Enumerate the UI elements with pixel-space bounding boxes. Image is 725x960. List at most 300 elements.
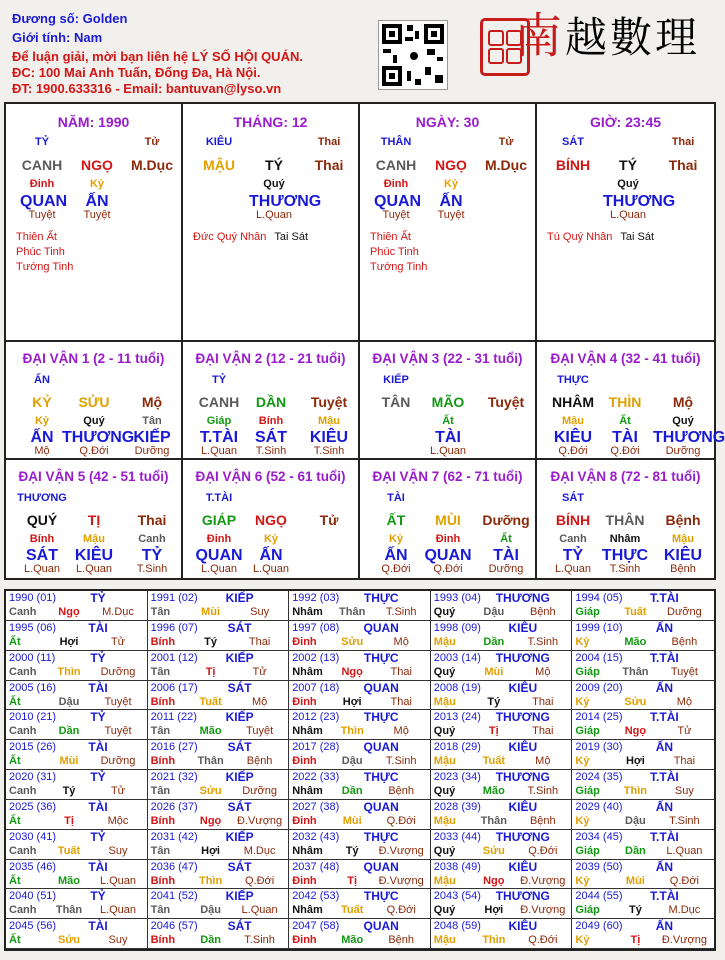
year-cell — [572, 770, 714, 800]
year-branch: Mùi — [625, 874, 645, 887]
year-label: 2033 (44) — [433, 830, 481, 843]
year-branch: Dậu — [483, 606, 505, 618]
h3-c: T.Sinh — [136, 563, 168, 575]
year-star: ẤN — [655, 919, 674, 934]
h2-c: KIÊU — [309, 429, 349, 446]
annual-luck-table — [4, 589, 716, 951]
year-cell — [572, 681, 714, 711]
year-stage: Q.Đới — [669, 874, 699, 887]
year-label: 2010 (21) — [9, 711, 57, 724]
year-stem: Bính — [150, 755, 176, 768]
year-cell — [572, 919, 714, 949]
year-star: T.TÀI — [650, 770, 679, 784]
h3-a: L.Quan — [200, 445, 238, 457]
year-stem: Nhâm — [292, 904, 323, 917]
main-c: Mộ — [672, 394, 694, 410]
year-branch: Thân — [55, 904, 83, 917]
star-name: Thiên Ất — [16, 231, 57, 243]
star-name: Tướng Tinh — [370, 261, 428, 273]
special-stars — [16, 230, 73, 275]
year-branch: Tị — [630, 934, 641, 947]
year-star: THƯƠNG — [495, 889, 550, 904]
year-star: KIÊU — [508, 859, 538, 874]
h3-a: L.Quan — [23, 563, 61, 575]
pillar-title: NGÀY: 30 — [415, 114, 480, 130]
h3-a: Q.Đới — [381, 563, 411, 575]
year-label: 2013 (24) — [433, 711, 481, 724]
year-stage: Đ.Vượng — [520, 904, 566, 917]
year-stem: Tân — [150, 785, 171, 797]
h2-b: SÁT — [255, 429, 287, 446]
h1-a: Kỷ — [388, 533, 404, 545]
pillar-0 — [6, 104, 183, 340]
top-a: THÂN — [380, 136, 412, 148]
h3-row — [183, 209, 358, 225]
year-stage: Dưỡng — [667, 606, 702, 618]
top-row — [360, 136, 535, 152]
year-label: 2032 (43) — [292, 830, 340, 843]
h2-b: QUAN — [424, 547, 472, 564]
h2-row — [360, 429, 535, 445]
year-cell — [572, 860, 714, 890]
year-stage: Q.Đới — [386, 904, 416, 917]
h2-a: QUAN — [374, 193, 422, 210]
year-branch: Dậu — [58, 695, 80, 708]
main-b: THÌN — [608, 394, 642, 410]
year-branch: Thân — [339, 606, 366, 618]
year-cell — [431, 860, 573, 890]
decade-5 — [6, 460, 183, 578]
year-cell — [6, 889, 148, 919]
year-stage: Dưỡng — [100, 755, 136, 768]
year-stage: Q.Đới — [528, 934, 558, 947]
year-stem: Tân — [150, 606, 171, 618]
year-star: KIẾP — [225, 770, 254, 784]
year-stem: Ất — [9, 934, 21, 947]
main-c: Tử — [319, 512, 339, 528]
h2-a: KIÊU — [553, 429, 593, 446]
year-cell — [6, 860, 148, 890]
star-name: Tai Sát — [274, 231, 309, 243]
year-label: 2006 (17) — [150, 681, 198, 694]
h3-row — [360, 445, 535, 461]
year-stem: Tân — [150, 725, 171, 738]
year-cell — [289, 919, 431, 949]
star-name: Thiên Ất — [370, 231, 411, 243]
decade-8 — [537, 460, 714, 578]
h2-b: THƯƠNG — [62, 429, 135, 446]
year-label: 1990 (01) — [9, 592, 57, 604]
year-cell — [148, 770, 290, 800]
year-label: 2042 (53) — [292, 890, 340, 903]
year-star: TỶ — [90, 591, 106, 605]
main-row — [183, 157, 358, 173]
year-branch: Mão — [199, 725, 222, 738]
year-star: QUAN — [363, 620, 399, 635]
h2-a: SÁT — [26, 547, 58, 564]
year-star: ẤN — [655, 740, 674, 755]
main-a: CANH — [21, 157, 63, 173]
year-star: THỰC — [363, 650, 399, 665]
top-row — [6, 136, 181, 152]
year-branch: Thìn — [482, 934, 506, 947]
year-stage: Tuyệt — [104, 695, 132, 708]
year-label: 2019 (30) — [575, 741, 623, 754]
decade-title: ĐẠI VẬN 3 (22 - 31 tuổi) — [372, 351, 523, 366]
h1-row — [183, 178, 358, 194]
year-stem: Tân — [150, 665, 171, 678]
year-star: TÀI — [88, 740, 108, 755]
year-stem: Quý — [433, 606, 456, 618]
h2-row — [537, 193, 714, 209]
main-c: M.Dục — [485, 157, 527, 173]
header — [0, 0, 720, 100]
year-label: 2005 (16) — [9, 681, 57, 694]
main-c: M.Dục — [131, 157, 173, 173]
h3-b: Tuyệt — [437, 209, 465, 221]
main-a: QUÝ — [26, 512, 58, 528]
h3-row — [6, 209, 181, 225]
decade-6 — [183, 460, 360, 578]
year-label: 2009 (20) — [575, 681, 623, 694]
year-cell — [6, 800, 148, 830]
top-a: SÁT — [562, 136, 584, 148]
year-label: 1993 (04) — [433, 592, 481, 604]
year-stem: Kỷ — [575, 874, 590, 887]
main-row — [360, 157, 535, 173]
year-branch: Tý — [62, 785, 76, 797]
year-stem: Kỷ — [575, 814, 590, 827]
decade-title: ĐẠI VẬN 6 (52 - 61 tuổi) — [195, 469, 346, 484]
h3-c: Dưỡng — [134, 445, 170, 457]
year-branch: Mão — [624, 635, 647, 648]
year-stem: Giáp — [575, 904, 600, 917]
decade-title: ĐẠI VẬN 8 (72 - 81 tuổi) — [550, 469, 701, 484]
h1-c: Mậu — [672, 533, 694, 545]
main-a: CANH — [198, 394, 240, 410]
year-branch: Tị — [64, 814, 74, 827]
year-cell — [6, 740, 148, 770]
year-stem: Nhâm — [292, 725, 323, 738]
year-stem: Giáp — [575, 665, 600, 678]
year-stem: Mậu — [433, 874, 456, 887]
year-cell — [148, 621, 290, 651]
h2-a: TỶ — [562, 547, 584, 564]
year-label: 2036 (47) — [150, 860, 198, 873]
h1-c: Mậu — [318, 415, 340, 427]
h1-b: Ất — [442, 415, 454, 427]
year-label: 2028 (39) — [433, 800, 481, 813]
year-branch: Mùi — [59, 755, 79, 768]
year-stage: Suy — [674, 785, 694, 797]
year-star: TỶ — [90, 829, 106, 844]
year-stem: Đinh — [292, 874, 317, 887]
year-cell — [431, 740, 573, 770]
year-star: THƯƠNG — [495, 710, 550, 725]
star-name: Tướng Tinh — [16, 261, 74, 273]
year-stem: Canh — [9, 606, 37, 618]
top-row — [183, 136, 358, 152]
top-row — [183, 492, 358, 508]
year-stage: Thai — [390, 665, 412, 678]
decade-title: ĐẠI VẬN 2 (12 - 21 tuổi) — [195, 351, 346, 366]
year-star: THƯƠNG — [495, 591, 550, 605]
main-b: NGỌ — [255, 512, 287, 528]
year-branch: Tị — [488, 725, 499, 738]
year-stage: Mộc — [107, 814, 129, 827]
h2-c: TỶ — [141, 547, 163, 564]
year-cell — [431, 651, 573, 681]
h3-row — [6, 445, 181, 461]
year-cell — [431, 919, 573, 949]
year-stage: Suy — [108, 844, 128, 857]
year-label: 2029 (40) — [575, 800, 623, 813]
year-star: KIẾP — [225, 889, 254, 904]
year-cell — [572, 740, 714, 770]
h1-a: Giáp — [206, 415, 232, 427]
top-a: ẤN — [34, 374, 50, 386]
year-stem: Quý — [433, 725, 456, 738]
year-star: SÁT — [227, 799, 252, 814]
top-row — [360, 492, 535, 508]
h2-row — [537, 547, 714, 563]
main-c: Tuyệt — [310, 394, 348, 410]
year-branch: Tý — [204, 635, 218, 648]
year-branch: Sửu — [624, 695, 647, 708]
year-star: TÀI — [88, 680, 108, 695]
year-stem: Kỷ — [575, 934, 590, 947]
year-stem: Nhâm — [292, 785, 323, 797]
qr-code-icon[interactable] — [378, 20, 448, 90]
year-cell — [148, 919, 290, 949]
main-b: DẦN — [255, 394, 287, 410]
pillar-title: NĂM: 1990 — [57, 114, 130, 130]
h3-row — [537, 209, 714, 225]
year-label: 2043 (54) — [433, 890, 481, 903]
h2-row — [183, 193, 358, 209]
year-stem: Mậu — [433, 635, 456, 648]
year-label: 2034 (45) — [575, 830, 623, 843]
h2-c: KIẾP — [133, 429, 171, 446]
h3-b: L.Quan — [429, 445, 467, 457]
year-branch: Sửu — [482, 844, 505, 857]
year-cell — [431, 621, 573, 651]
h2-c: KIÊU — [663, 547, 703, 564]
year-branch: Tuất — [482, 755, 505, 768]
year-label: 2037 (48) — [292, 860, 340, 873]
year-cell — [431, 770, 573, 800]
h2-row — [6, 429, 181, 445]
year-star: TÀI — [88, 799, 108, 814]
year-label: 2024 (35) — [575, 771, 623, 783]
h2-c: THƯƠNG — [653, 429, 725, 446]
year-label: 2023 (34) — [433, 771, 481, 783]
year-label: 2007 (18) — [292, 681, 340, 694]
year-label: 1999 (10) — [575, 621, 623, 634]
top-row — [6, 492, 181, 508]
year-stage: Dưỡng — [242, 785, 277, 797]
year-stem: Đinh — [292, 635, 317, 648]
year-stem: Canh — [9, 844, 37, 857]
year-label: 2041 (52) — [150, 890, 198, 903]
h3-b: L.Quan — [609, 209, 647, 221]
h2-b: ẤN — [85, 193, 109, 210]
year-star: TÀI — [88, 620, 108, 635]
year-stage: Thai — [532, 725, 554, 738]
year-star: ẤN — [655, 799, 674, 814]
star-name: Tai Sát — [620, 231, 655, 243]
year-branch: Tuất — [57, 844, 81, 857]
year-stem: Mậu — [433, 695, 456, 708]
year-branch: Thìn — [623, 785, 647, 797]
brand-logo: 南越數理 — [514, 8, 701, 64]
h2-row — [183, 547, 358, 563]
year-label: 2016 (27) — [150, 741, 198, 754]
year-star: KIÊU — [508, 799, 538, 814]
year-star: TỶ — [90, 710, 106, 725]
main-c: Mộ — [141, 394, 163, 410]
year-stage: Thai — [248, 635, 271, 648]
h2-b: ẤN — [439, 193, 463, 210]
year-branch: Dần — [341, 785, 363, 797]
h2-a: QUAN — [195, 547, 243, 564]
year-label: 1996 (07) — [150, 621, 198, 634]
year-stage: T.Sinh — [385, 606, 417, 618]
year-stage: Suy — [250, 606, 270, 618]
h1-b: Kỷ — [89, 178, 105, 190]
h3-c: T.Sinh — [313, 445, 345, 457]
year-stem: Đinh — [292, 814, 317, 827]
year-stem: Bính — [150, 934, 176, 947]
year-cell — [6, 591, 148, 621]
year-star: KIÊU — [508, 919, 538, 934]
year-stem: Kỷ — [575, 635, 590, 648]
top-a: KIÊU — [205, 136, 233, 148]
year-label: 1991 (02) — [150, 592, 198, 604]
top-a: TỶ — [211, 374, 227, 386]
year-cell — [6, 681, 148, 711]
year-stage: Dưỡng — [100, 665, 136, 678]
year-label: 1998 (09) — [433, 621, 481, 634]
year-star: TÀI — [88, 859, 108, 874]
h1-b: Quý — [617, 178, 639, 190]
h3-a: Mộ — [34, 445, 50, 457]
top-a: SÁT — [562, 492, 584, 504]
top-row — [537, 136, 714, 152]
year-branch: Hợi — [342, 695, 362, 708]
h3-row — [360, 209, 535, 225]
year-stem: Quý — [433, 904, 456, 917]
year-stage: Mộ — [535, 755, 551, 768]
year-branch: Dần — [483, 635, 505, 648]
year-star: THỰC — [363, 889, 399, 904]
year-star: QUAN — [363, 740, 399, 755]
year-branch: Mão — [58, 874, 80, 887]
year-stem: Canh — [9, 725, 37, 738]
decade-4 — [537, 342, 725, 460]
year-stem: Tân — [150, 844, 171, 857]
h3-b: Q.Đới — [433, 563, 463, 575]
decade-2 — [183, 342, 360, 460]
h1-a: Đinh — [383, 178, 409, 190]
decade-luck-panel — [4, 342, 725, 580]
year-label: 2001 (12) — [150, 651, 198, 664]
pillar-3 — [537, 104, 714, 340]
year-stem: Bính — [150, 874, 176, 887]
top-c: Tử — [498, 136, 514, 148]
year-stem: Quý — [433, 785, 456, 797]
h3-c: Dưỡng — [488, 563, 524, 575]
year-cell — [289, 889, 431, 919]
year-branch: Hợi — [59, 635, 79, 648]
year-cell — [431, 800, 573, 830]
main-a: KỶ — [32, 394, 52, 410]
year-star: THỰC — [363, 829, 399, 844]
year-star: THỰC — [363, 591, 399, 605]
main-row — [183, 512, 358, 528]
h3-c: Bệnh — [670, 563, 696, 575]
year-branch: Dần — [625, 844, 646, 857]
year-star: KIẾP — [225, 829, 254, 844]
year-stage: Tuyệt — [670, 665, 698, 678]
main-row — [6, 512, 181, 528]
year-stem: Giáp — [575, 606, 600, 618]
h1-b: Quý — [263, 178, 285, 190]
year-stem: Canh — [9, 785, 37, 797]
year-branch: Hợi — [484, 904, 504, 917]
year-stage: Thai — [532, 695, 554, 708]
year-stem: Đinh — [292, 934, 317, 947]
h1-a: Bính — [29, 533, 55, 545]
year-star: TỶ — [90, 770, 106, 784]
star-name: Đức Quý Nhân — [193, 231, 267, 243]
year-stage: Tử — [110, 785, 126, 797]
main-a: GIÁP — [201, 512, 237, 528]
four-pillars-panel — [4, 102, 716, 342]
year-stage: Bệnh — [388, 934, 415, 947]
year-stage: Bệnh — [671, 635, 698, 648]
main-row — [537, 512, 714, 528]
contact-note: Để luận giải, mời bạn liên hệ LÝ SỐ HỘI QUÁN. — [12, 49, 303, 64]
year-cell — [572, 591, 714, 621]
year-branch: Tuất — [340, 904, 364, 917]
year-branch: Dần — [200, 934, 221, 947]
year-cell — [572, 651, 714, 681]
year-stage: T.Sinh — [527, 635, 559, 648]
year-cell — [6, 710, 148, 740]
year-cell — [6, 830, 148, 860]
year-stem: Đinh — [292, 695, 317, 708]
special-stars — [547, 230, 662, 245]
year-star: ẤN — [655, 859, 674, 874]
h1-b: Kỷ — [443, 178, 459, 190]
year-label: 1997 (08) — [292, 621, 340, 634]
year-cell — [572, 800, 714, 830]
top-c: Tử — [144, 136, 160, 148]
year-branch: Ngọ — [624, 725, 647, 738]
year-cell — [289, 830, 431, 860]
year-stage: M.Dục — [243, 844, 276, 857]
decade-title: ĐẠI VẬN 1 (2 - 11 tuổi) — [22, 351, 165, 366]
main-b: TÝ — [619, 157, 637, 173]
top-c: Thai — [317, 136, 341, 148]
decade-1 — [6, 342, 183, 460]
star-name: Phúc Tinh — [16, 246, 65, 258]
year-stage: M.Dục — [102, 606, 134, 618]
h1-a: Đinh — [29, 178, 55, 190]
year-stem: Quý — [433, 844, 456, 857]
decade-title: ĐẠI VẬN 4 (32 - 41 tuổi) — [550, 351, 701, 366]
